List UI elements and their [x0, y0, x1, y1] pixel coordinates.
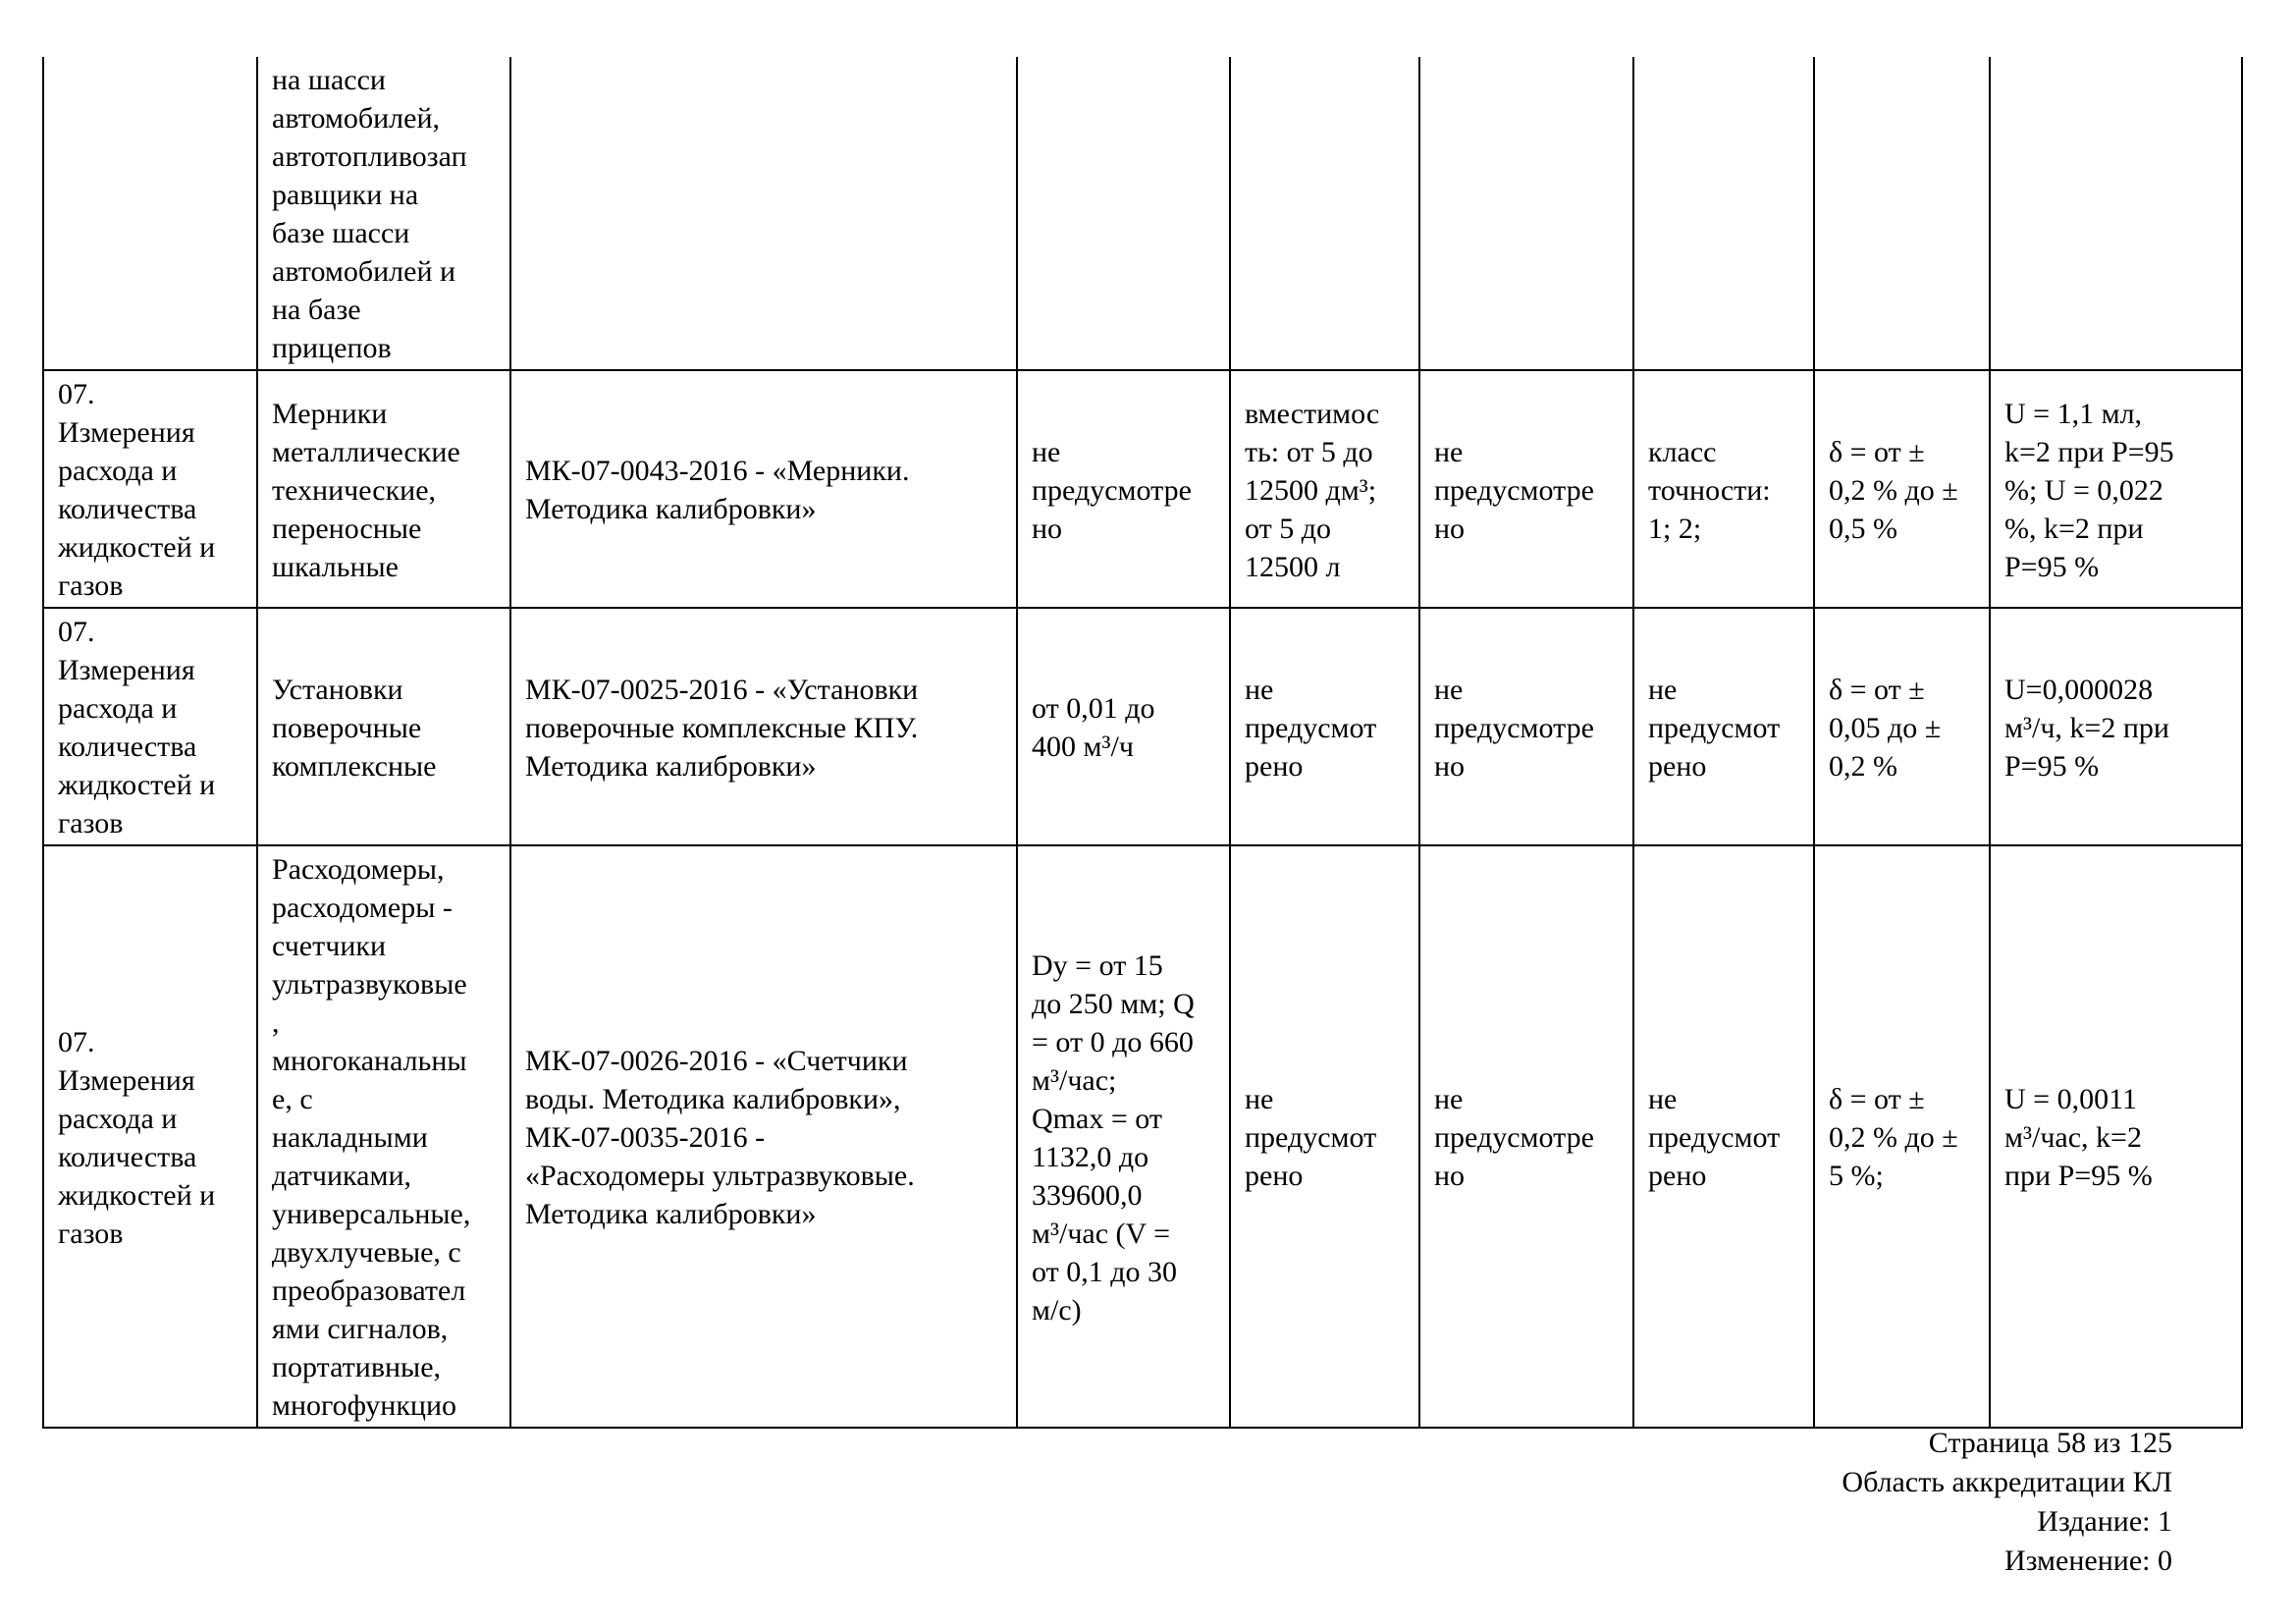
cell-range-2: не предусмот рено	[1230, 608, 1419, 845]
table-row	[43, 608, 2242, 845]
cell-range-1	[1017, 57, 1230, 370]
cell-accuracy-class: не предусмот рено	[1633, 845, 1814, 1428]
cell-object: Мерники металлические технические, переносные шкальные	[257, 370, 510, 608]
cell-object: Расходомеры, расходомеры - счетчики ультразвуковые , многоканальны е, с накладными датчиками, универсальные, двухлучевые, с преобразовател ями сигналов, портативные, многофункцио	[257, 845, 510, 1428]
cell-range-3: не предусмотре но	[1419, 370, 1633, 608]
cell-error	[1814, 57, 1990, 370]
edition-label: Издание: 1	[2037, 1505, 2172, 1538]
cell-area: 07. Измерения расхода и количества жидкостей и газов	[43, 608, 257, 845]
cell-method	[510, 57, 1017, 370]
cell-error: δ = от ± 0,05 до ± 0,2 %	[1814, 608, 1990, 845]
cell-area	[43, 57, 257, 370]
accreditation-scope-table	[42, 57, 2243, 1429]
cell-range-1: не предусмотре но	[1017, 370, 1230, 608]
cell-method: МК-07-0026-2016 - «Счетчики воды. Методика калибровки», МК-07-0035-2016 - «Расходомеры ультразвуковые. Методика калибровки»	[510, 845, 1017, 1428]
cell-uncertainty	[1990, 57, 2242, 370]
cell-accuracy-class: класс точности: 1; 2;	[1633, 370, 1814, 608]
cell-range-2: вместимос ть: от 5 до 12500 дм³; от 5 до 12500 л	[1230, 370, 1419, 608]
cell-uncertainty: U = 0,0011 м³/час, k=2 при P=95 %	[1990, 845, 2242, 1428]
cell-object: на шасси автомобилей, автотопливозап равщики на базе шасси автомобилей и на базе прицепов	[257, 57, 510, 370]
cell-uncertainty: U = 1,1 мл, k=2 при P=95 %; U = 0,022 %, k=2 при P=95 %	[1990, 370, 2242, 608]
cell-range-3: не предусмотре но	[1419, 845, 1633, 1428]
table-row	[43, 370, 2242, 608]
cell-range-1: от 0,01 до 400 м³/ч	[1017, 608, 1230, 845]
cell-error: δ = от ± 0,2 % до ± 0,5 %	[1814, 370, 1990, 608]
cell-range-1: Dy = от 15 до 250 мм; Q = от 0 до 660 м³/час; Qmax = от 1132,0 до 339600,0 м³/час (V = от 0,1 до 30 м/с)	[1017, 845, 1230, 1428]
page-number: Страница 58 из 125	[1928, 1427, 2172, 1459]
cell-method: МК-07-0025-2016 - «Установки поверочные комплексные КПУ. Методика калибровки»	[510, 608, 1017, 845]
cell-accuracy-class	[1633, 57, 1814, 370]
table-row	[43, 845, 2242, 1428]
cell-range-3: не предусмотре но	[1419, 608, 1633, 845]
change-label: Изменение: 0	[2003, 1544, 2172, 1577]
cell-object: Установки поверочные комплексные	[257, 608, 510, 845]
cell-method: МК-07-0043-2016 - «Мерники. Методика калибровки»	[510, 370, 1017, 608]
cell-error: δ = от ± 0,2 % до ± 5 %;	[1814, 845, 1990, 1428]
cell-range-2: не предусмот рено	[1230, 845, 1419, 1428]
cell-range-3	[1419, 57, 1633, 370]
cell-area: 07. Измерения расхода и количества жидкостей и газов	[43, 370, 257, 608]
page-footer	[1842, 1424, 2172, 1581]
cell-accuracy-class: не предусмот рено	[1633, 608, 1814, 845]
table-row	[43, 57, 2242, 370]
accreditation-scope-label: Область аккредитации КЛ	[1842, 1466, 2172, 1498]
cell-range-2	[1230, 57, 1419, 370]
cell-uncertainty: U=0,000028 м³/ч, k=2 при P=95 %	[1990, 608, 2242, 845]
cell-area: 07. Измерения расхода и количества жидкостей и газов	[43, 845, 257, 1428]
